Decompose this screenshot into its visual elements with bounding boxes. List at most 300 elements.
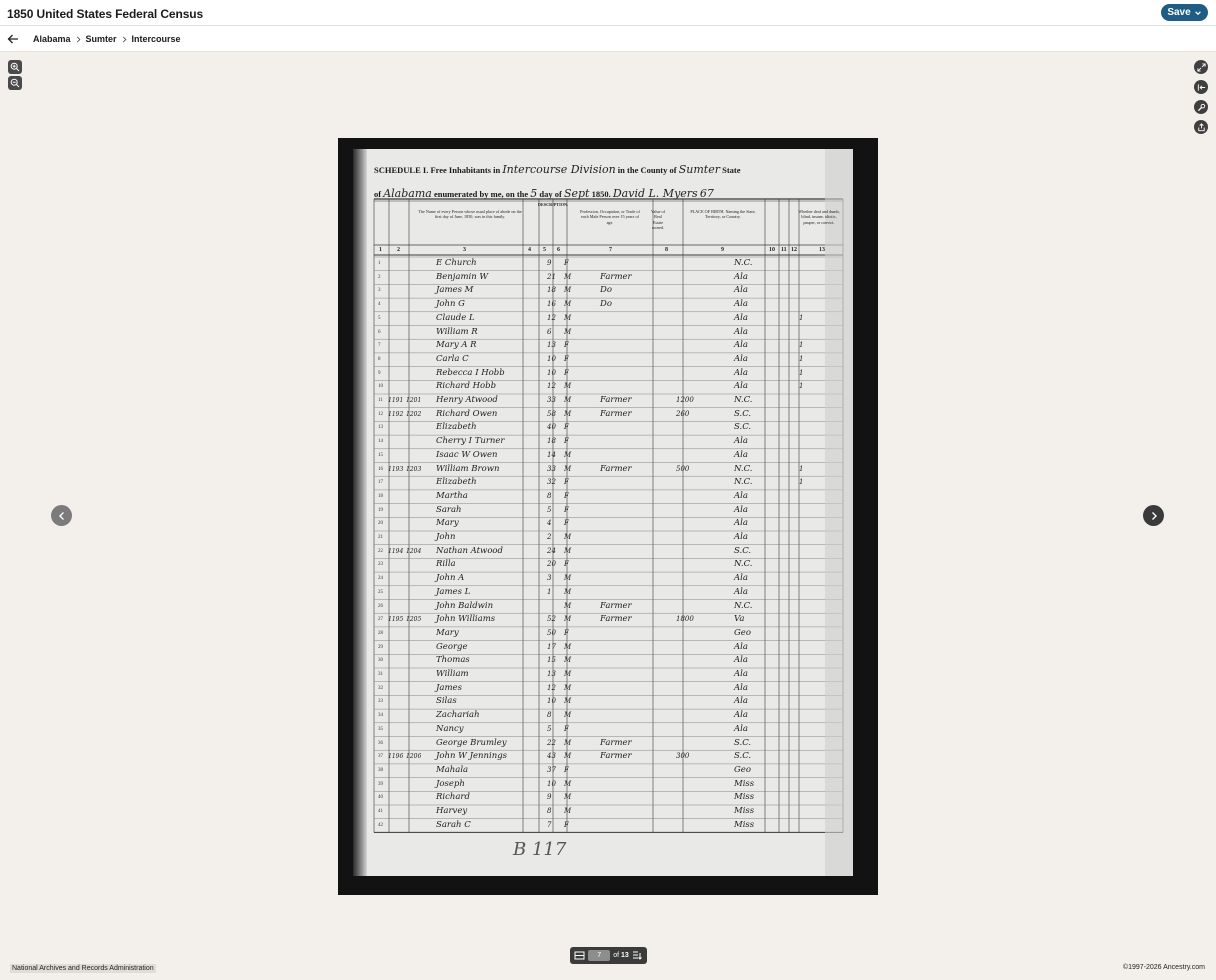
chevron-right-icon bbox=[1149, 511, 1159, 521]
census-row bbox=[374, 517, 854, 531]
census-page bbox=[353, 149, 853, 876]
census-row bbox=[374, 298, 854, 312]
family-number: 1205 bbox=[406, 616, 422, 624]
person-name: Thomas bbox=[436, 655, 470, 666]
person-occupation: Farmer bbox=[600, 737, 632, 748]
birthplace: S.C. bbox=[734, 408, 752, 419]
line-number: 8 bbox=[378, 356, 381, 362]
person-name: Harvey bbox=[436, 806, 468, 816]
column-number: 6 bbox=[557, 247, 560, 253]
person-age: 21 bbox=[547, 272, 556, 281]
line-number: 29 bbox=[378, 644, 383, 650]
census-row bbox=[374, 695, 854, 709]
census-row bbox=[374, 531, 854, 545]
collection-title: 1850 United States Federal Census bbox=[7, 7, 204, 21]
person-sex: M bbox=[564, 793, 572, 802]
person-age: 15 bbox=[547, 656, 556, 665]
person-sex: F bbox=[564, 560, 569, 569]
census-row bbox=[374, 764, 854, 778]
enumeration-day: 5 bbox=[530, 187, 538, 200]
real-estate-value: 260 bbox=[676, 409, 690, 418]
person-name: Sarah bbox=[436, 504, 462, 515]
census-row bbox=[374, 819, 854, 833]
top-bar bbox=[0, 0, 1216, 26]
person-name: Joseph bbox=[436, 778, 465, 789]
breadcrumb-bar bbox=[0, 26, 1216, 52]
line-number: 22 bbox=[378, 548, 383, 554]
person-age: 12 bbox=[547, 313, 556, 322]
birthplace: Ala bbox=[734, 723, 748, 734]
birthplace: Ala bbox=[734, 641, 748, 652]
birthplace: Geo bbox=[734, 627, 751, 638]
line-number: 10 bbox=[378, 384, 383, 390]
person-name: Elizabeth bbox=[436, 422, 477, 433]
census-row bbox=[374, 284, 854, 298]
person-age: 5 bbox=[547, 724, 552, 733]
birthplace: Ala bbox=[734, 299, 748, 310]
person-sex: F bbox=[564, 259, 569, 267]
chevron-right-icon bbox=[75, 36, 82, 43]
breadcrumb-county[interactable]: Sumter bbox=[85, 34, 117, 44]
filmstrip-icon bbox=[574, 950, 585, 961]
person-sex: M bbox=[564, 464, 572, 473]
birthplace: Ala bbox=[734, 353, 748, 364]
person-sex: F bbox=[564, 354, 569, 363]
person-name: James bbox=[436, 682, 462, 693]
person-name: William bbox=[436, 669, 469, 679]
person-name: John Williams bbox=[436, 614, 496, 625]
dwelling-number: 1195 bbox=[388, 616, 404, 624]
line-number: 5 bbox=[378, 315, 381, 321]
person-age: 4 bbox=[547, 519, 552, 528]
chevron-right-icon bbox=[121, 36, 128, 43]
person-age: 8 bbox=[547, 491, 552, 500]
birthplace: N.C. bbox=[734, 559, 753, 570]
col-header-birthplace: PLACE OF BIRTH. Naming the State, Territory, or Country. bbox=[690, 209, 756, 220]
person-name: John A bbox=[436, 573, 465, 584]
person-occupation: Farmer bbox=[600, 614, 632, 625]
line-number: 12 bbox=[378, 411, 383, 417]
column-number: 9 bbox=[721, 247, 724, 253]
family-number: 1204 bbox=[406, 547, 422, 555]
line-number: 38 bbox=[378, 767, 383, 773]
school-mark: 1 bbox=[799, 464, 804, 473]
line-number: 37 bbox=[378, 754, 383, 760]
census-row bbox=[374, 271, 854, 285]
census-row bbox=[374, 353, 854, 367]
save-label: Save bbox=[1167, 7, 1191, 18]
census-row bbox=[374, 421, 854, 435]
person-name: Mary bbox=[436, 518, 459, 529]
line-number: 36 bbox=[378, 740, 383, 746]
person-sex: M bbox=[564, 574, 572, 583]
person-sex: F bbox=[564, 423, 569, 432]
state-of: of bbox=[374, 189, 382, 199]
line-number: 2 bbox=[378, 274, 381, 280]
footer-scrawl: B 117 bbox=[513, 839, 567, 860]
col-header-name: The Name of every Person whose usual place of abode on the first day of June, 1850, was in this family. bbox=[418, 209, 522, 220]
person-age: 24 bbox=[547, 546, 556, 555]
person-age: 13 bbox=[547, 341, 556, 350]
line-number: 7 bbox=[378, 343, 381, 349]
person-age: 2 bbox=[547, 533, 552, 541]
person-age: 1 bbox=[547, 587, 552, 596]
line-number: 21 bbox=[378, 535, 383, 540]
person-age: 10 bbox=[547, 368, 556, 377]
census-row bbox=[374, 545, 854, 559]
person-age: 40 bbox=[547, 423, 556, 432]
person-name: Zachariah bbox=[436, 710, 480, 721]
chevron-left-icon bbox=[57, 511, 67, 521]
person-age: 8 bbox=[547, 711, 552, 720]
person-sex: M bbox=[564, 752, 572, 761]
person-occupation: Do bbox=[600, 299, 612, 310]
birthplace: Ala bbox=[734, 532, 748, 542]
person-age: 10 bbox=[547, 354, 556, 363]
census-row bbox=[374, 627, 854, 641]
person-sex: F bbox=[564, 519, 569, 528]
person-sex: M bbox=[564, 272, 572, 281]
person-occupation: Farmer bbox=[600, 395, 632, 405]
census-row bbox=[374, 791, 854, 805]
person-sex: F bbox=[564, 341, 569, 350]
census-row bbox=[374, 682, 854, 696]
line-number: 25 bbox=[378, 589, 383, 595]
person-sex: F bbox=[564, 505, 569, 514]
person-age: 58 bbox=[547, 409, 556, 418]
line-number: 13 bbox=[378, 425, 383, 431]
birthplace: S.C. bbox=[734, 751, 752, 762]
total-pages: 13 bbox=[621, 952, 629, 959]
person-sex: F bbox=[564, 628, 569, 637]
person-sex: M bbox=[564, 396, 572, 404]
person-occupation: Farmer bbox=[600, 751, 632, 762]
person-age: 37 bbox=[547, 765, 556, 774]
census-row bbox=[374, 476, 854, 490]
person-name: Mary bbox=[436, 627, 459, 638]
person-age: 18 bbox=[547, 286, 556, 295]
person-age: 6 bbox=[547, 327, 552, 336]
zoom-in-button[interactable] bbox=[8, 60, 22, 74]
person-sex: M bbox=[564, 546, 572, 555]
line-number: 24 bbox=[378, 576, 383, 582]
person-occupation: Farmer bbox=[600, 600, 632, 611]
person-name: Nathan Atwood bbox=[436, 545, 503, 556]
census-row bbox=[374, 586, 854, 600]
census-row bbox=[374, 408, 854, 422]
person-age: 33 bbox=[547, 396, 556, 404]
school-mark: 1 bbox=[799, 368, 804, 377]
zoom-in-icon bbox=[10, 62, 20, 72]
person-sex: M bbox=[564, 615, 572, 624]
birthplace: Miss bbox=[734, 778, 755, 789]
page-total bbox=[613, 952, 629, 959]
birthplace: Ala bbox=[734, 271, 748, 282]
family-number: 1203 bbox=[406, 465, 422, 473]
birthplace: Ala bbox=[734, 669, 748, 679]
birthplace: Ala bbox=[734, 436, 748, 447]
line-number: 39 bbox=[378, 781, 383, 787]
person-name: John G bbox=[436, 299, 465, 310]
census-row bbox=[374, 572, 854, 586]
person-sex: M bbox=[564, 697, 572, 706]
birthplace: Ala bbox=[734, 573, 748, 584]
person-name: John Baldwin bbox=[436, 600, 494, 611]
line-number: 3 bbox=[378, 288, 381, 294]
person-sex: M bbox=[564, 327, 572, 336]
person-sex: M bbox=[564, 313, 572, 322]
index-list-icon bbox=[632, 950, 643, 961]
person-age: 32 bbox=[547, 478, 556, 487]
dwelling-number: 1196 bbox=[388, 753, 404, 761]
birthplace: Miss bbox=[734, 792, 755, 803]
person-name: Benjamin W bbox=[436, 271, 489, 282]
birthplace: N.C. bbox=[734, 395, 753, 405]
share-icon bbox=[1197, 123, 1206, 132]
person-name: William R bbox=[436, 326, 478, 337]
person-sex: M bbox=[564, 300, 572, 309]
person-name: Silas bbox=[436, 696, 457, 707]
person-sex: F bbox=[564, 437, 569, 446]
person-name: Rilla bbox=[436, 559, 456, 570]
census-row bbox=[374, 654, 854, 668]
person-age: 17 bbox=[547, 642, 556, 651]
person-name: Claude L bbox=[436, 312, 475, 323]
birthplace: Miss bbox=[734, 819, 755, 830]
person-age: 13 bbox=[547, 670, 556, 678]
line-number: 14 bbox=[378, 439, 383, 445]
line-number: 28 bbox=[378, 630, 383, 636]
line-number: 30 bbox=[378, 658, 383, 664]
line-number: 27 bbox=[378, 617, 383, 623]
person-name: Mahala bbox=[436, 764, 469, 775]
birthplace: Ala bbox=[734, 326, 748, 337]
birthplace: Ala bbox=[734, 312, 748, 323]
column-number: 13 bbox=[819, 247, 825, 253]
census-row bbox=[374, 326, 854, 340]
collapse-panel-button[interactable] bbox=[1194, 80, 1208, 94]
census-row bbox=[374, 641, 854, 655]
census-row bbox=[374, 380, 854, 394]
person-name: Elizabeth bbox=[436, 477, 477, 488]
line-number: 31 bbox=[378, 672, 383, 677]
person-name: Cherry I Turner bbox=[436, 436, 505, 447]
person-age: 14 bbox=[547, 450, 556, 459]
birthplace: Ala bbox=[734, 504, 748, 515]
person-sex: M bbox=[564, 738, 572, 747]
person-occupation: Do bbox=[600, 285, 612, 296]
census-image-viewer[interactable] bbox=[338, 138, 878, 895]
copyright: ©1997-2026 Ancestry.com bbox=[1122, 964, 1205, 971]
person-sex: F bbox=[564, 724, 569, 733]
breadcrumb-township[interactable]: Intercourse bbox=[131, 34, 181, 44]
person-sex: M bbox=[564, 382, 572, 391]
index-panel-button[interactable] bbox=[632, 949, 644, 962]
next-image-button[interactable] bbox=[1143, 505, 1164, 526]
school-mark: 1 bbox=[799, 478, 804, 487]
birthplace: Ala bbox=[734, 710, 748, 721]
person-name: Henry Atwood bbox=[436, 395, 498, 405]
schedule-heading bbox=[374, 163, 741, 176]
census-row bbox=[374, 778, 854, 792]
line-number: 4 bbox=[378, 302, 381, 308]
birthplace: Ala bbox=[734, 682, 748, 693]
enumeration-year: 1850. bbox=[591, 189, 611, 199]
line-number: 35 bbox=[378, 726, 383, 732]
person-name: Nancy bbox=[436, 723, 464, 734]
family-number: 1202 bbox=[406, 410, 422, 418]
line-number: 33 bbox=[378, 699, 383, 705]
family-number: 1201 bbox=[406, 397, 422, 404]
birthplace: Miss bbox=[734, 806, 755, 816]
fullscreen-button[interactable] bbox=[1194, 60, 1208, 74]
column-number: 7 bbox=[609, 247, 612, 253]
line-number: 16 bbox=[378, 466, 383, 472]
enumeration-month: Sept bbox=[563, 187, 590, 200]
birthplace: Geo bbox=[734, 764, 751, 775]
birthplace: Ala bbox=[734, 696, 748, 707]
image-credit: National Archives and Records Administration bbox=[12, 965, 154, 972]
tools-icon bbox=[1197, 103, 1206, 112]
person-occupation: Farmer bbox=[600, 463, 632, 474]
person-age: 7 bbox=[547, 820, 552, 829]
col-header-value: Value of Real Estate owned. bbox=[650, 209, 666, 230]
line-number: 23 bbox=[378, 562, 383, 568]
person-sex: F bbox=[564, 820, 569, 829]
birthplace: S.C. bbox=[734, 737, 752, 748]
person-name: Richard Hobb bbox=[436, 381, 497, 392]
person-age: 3 bbox=[547, 574, 552, 583]
census-row bbox=[374, 600, 854, 614]
zoom-out-button[interactable] bbox=[8, 76, 22, 90]
person-sex: M bbox=[564, 711, 572, 720]
person-name: Sarah C bbox=[436, 819, 471, 830]
person-age: 52 bbox=[547, 615, 556, 624]
breadcrumb bbox=[33, 34, 181, 44]
census-row bbox=[374, 367, 854, 381]
column-number: 4 bbox=[528, 247, 531, 253]
birthplace: Va bbox=[734, 614, 745, 625]
census-row bbox=[374, 490, 854, 504]
person-sex: M bbox=[564, 286, 572, 295]
person-age: 9 bbox=[547, 793, 552, 802]
column-number: 10 bbox=[769, 247, 775, 253]
line-number: 26 bbox=[378, 603, 383, 609]
page-navigator bbox=[570, 947, 647, 964]
birthplace: Ala bbox=[734, 490, 748, 501]
person-sex: F bbox=[564, 478, 569, 487]
school-mark: 1 bbox=[799, 354, 804, 363]
col-header-condition: Whether deaf and dumb, blind, insane, idiotic, pauper, or convict. bbox=[798, 209, 840, 225]
school-mark: 1 bbox=[799, 382, 804, 391]
person-sex: M bbox=[564, 601, 572, 610]
birthplace: Ala bbox=[734, 381, 748, 392]
census-row bbox=[374, 750, 854, 764]
person-name: George bbox=[436, 641, 468, 652]
day-of-text: day of bbox=[539, 189, 562, 199]
enumeration-line bbox=[374, 187, 714, 200]
school-mark: 1 bbox=[799, 313, 804, 322]
person-age: 43 bbox=[547, 752, 556, 761]
line-number: 9 bbox=[378, 370, 381, 376]
person-sex: F bbox=[564, 765, 569, 774]
schedule-prefix: SCHEDULE I. Free Inhabitants in bbox=[374, 165, 501, 175]
tools-button[interactable] bbox=[1194, 100, 1208, 114]
filmstrip-button[interactable] bbox=[573, 949, 585, 962]
person-name: Mary A R bbox=[436, 340, 477, 351]
person-age: 20 bbox=[547, 560, 556, 569]
line-number: 18 bbox=[378, 493, 383, 499]
dwelling-number: 1194 bbox=[388, 547, 404, 555]
person-age: 33 bbox=[547, 464, 556, 473]
line-number: 17 bbox=[378, 480, 383, 486]
breadcrumb-state[interactable]: Alabama bbox=[33, 34, 71, 44]
census-row bbox=[374, 449, 854, 463]
birthplace: Ala bbox=[734, 285, 748, 296]
column-number: 1 bbox=[379, 247, 382, 253]
census-row bbox=[374, 435, 854, 449]
person-sex: F bbox=[564, 491, 569, 500]
person-age: 9 bbox=[547, 259, 552, 267]
back-button[interactable] bbox=[6, 32, 20, 46]
person-age: 5 bbox=[547, 505, 552, 514]
person-age: 10 bbox=[547, 697, 556, 706]
save-button[interactable] bbox=[1161, 4, 1208, 21]
census-row bbox=[374, 613, 854, 627]
column-number: 2 bbox=[397, 247, 400, 253]
census-row bbox=[374, 668, 854, 682]
arrow-left-icon bbox=[7, 33, 19, 45]
person-name: Rebecca I Hobb bbox=[436, 367, 505, 378]
birthplace: S.C. bbox=[734, 422, 752, 433]
share-button[interactable] bbox=[1194, 120, 1208, 134]
line-number: 11 bbox=[378, 398, 383, 403]
dwelling-number: 1193 bbox=[388, 465, 404, 473]
family-number: 1206 bbox=[406, 753, 422, 761]
person-name: John W Jennings bbox=[436, 751, 507, 762]
person-sex: M bbox=[564, 533, 572, 541]
collapse-panel-icon bbox=[1197, 83, 1206, 92]
person-name: Carla C bbox=[436, 353, 469, 364]
person-age: 10 bbox=[547, 779, 556, 788]
census-row bbox=[374, 805, 854, 819]
person-sex: M bbox=[564, 807, 572, 815]
census-row bbox=[374, 257, 854, 271]
of-label: of bbox=[613, 952, 620, 959]
birthplace: Ala bbox=[734, 340, 748, 351]
person-sex: F bbox=[564, 368, 569, 377]
real-estate-value: 1800 bbox=[676, 615, 694, 624]
person-sex: M bbox=[564, 683, 572, 692]
person-sex: M bbox=[564, 409, 572, 418]
col-header-description: DESCRIPTION. bbox=[537, 202, 569, 207]
line-number: 34 bbox=[378, 713, 383, 719]
line-number: 41 bbox=[378, 809, 383, 814]
person-age: 12 bbox=[547, 382, 556, 391]
previous-image-button[interactable] bbox=[51, 505, 72, 526]
chevron-down-icon bbox=[1194, 9, 1202, 17]
person-name: Martha bbox=[436, 490, 468, 501]
page-number-input[interactable] bbox=[588, 950, 610, 961]
census-row bbox=[374, 558, 854, 572]
birthplace: N.C. bbox=[734, 477, 753, 488]
birthplace: Ala bbox=[734, 655, 748, 666]
person-occupation: Farmer bbox=[600, 271, 632, 282]
birthplace: Ala bbox=[734, 586, 748, 597]
line-number: 15 bbox=[378, 452, 383, 458]
birthplace: N.C. bbox=[734, 258, 753, 268]
person-name: William Brown bbox=[436, 463, 500, 474]
